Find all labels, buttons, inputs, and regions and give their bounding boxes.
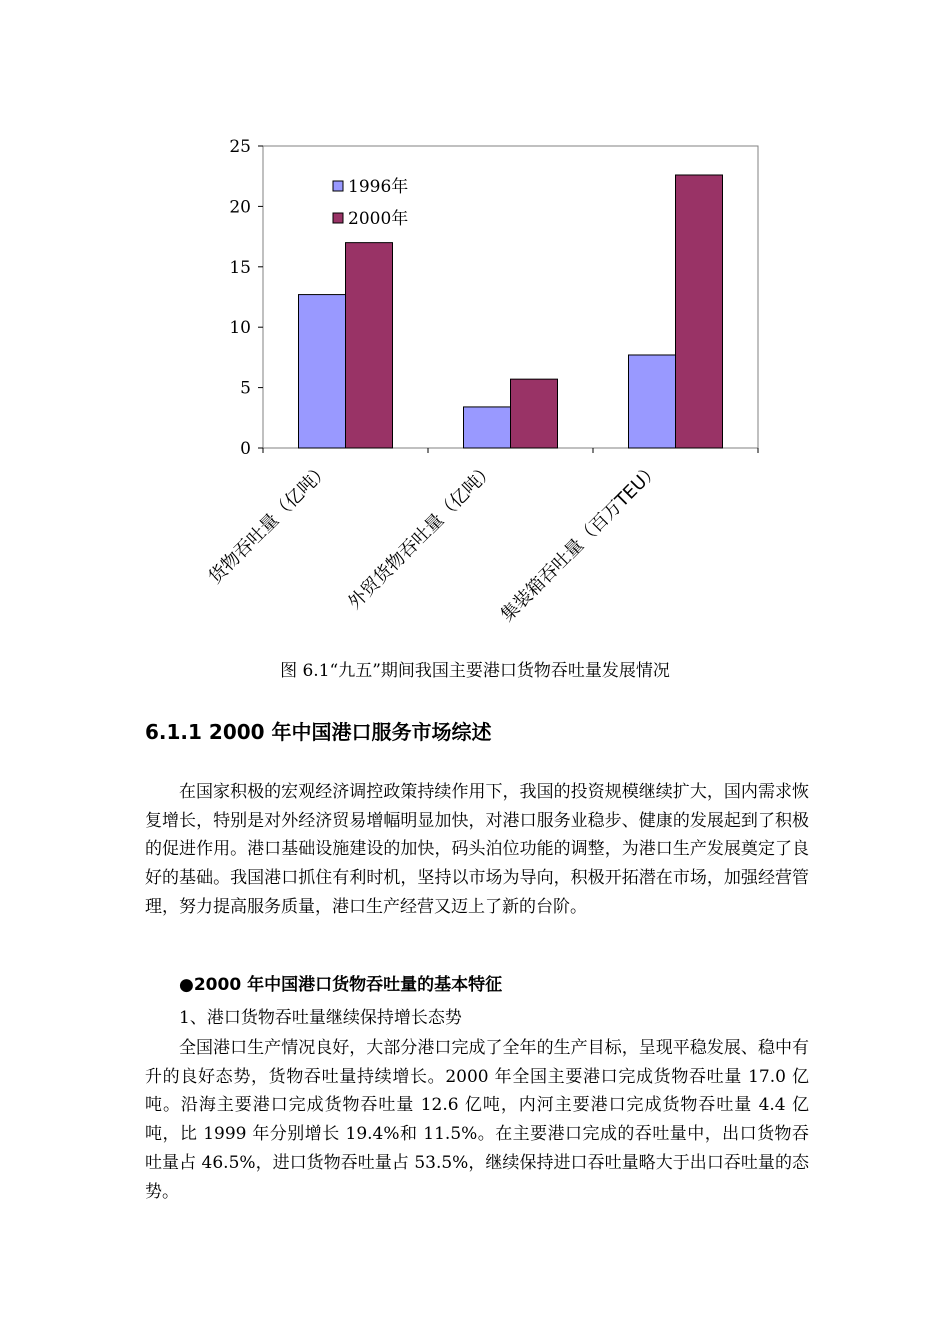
- throughput-bar-chart: [0, 0, 950, 650]
- paragraph-1: [145, 778, 809, 922]
- y-tick-label: 10: [229, 318, 251, 339]
- figure-caption: 图 6.1“九五”期间我国主要港口货物吞吐量发展情况: [280, 661, 670, 681]
- x-category-label: 外贸货物吞吐量（亿吨）: [344, 458, 500, 614]
- x-category-label: 货物吞吐量（亿吨）: [204, 458, 335, 589]
- y-tick-label: 0: [240, 439, 251, 459]
- bar-1996: [464, 407, 511, 448]
- bar-1996: [299, 295, 346, 448]
- bar-2000: [511, 379, 558, 448]
- legend-label: 2000年: [348, 209, 409, 229]
- x-category-label: 集装箱吞吐量（百万TEU）: [496, 458, 665, 626]
- paragraph-2: [145, 1034, 809, 1206]
- y-tick-label: 5: [240, 378, 251, 399]
- legend-swatch: [333, 213, 343, 223]
- bar-2000: [676, 175, 723, 448]
- bar-2000: [346, 243, 393, 448]
- y-tick-label: 25: [229, 137, 251, 157]
- section-heading: 6.1.1 2000 年中国港口服务市场综述: [145, 720, 492, 744]
- paragraph-1-text: 在国家积极的宏观经济调控政策持续作用下，我国的投资规模继续扩大，国内需求恢复增长，特别是对外经济贸易增幅明显加快，对港口服务业稳步、健康的发展起到了积极的促进作用。港口基础设施建设的加快，码头泊位功能的调整，为港口生产发展奠定了良好的基础。我国港口抓住有利时机，坚持以市场为导向，积极开拓潜在市场，加强经营管理，努力提高服务质量，港口生产经营又迈上了新的台阶。: [145, 782, 809, 917]
- legend-label: 1996年: [348, 177, 409, 197]
- sub-heading: 1、港口货物吞吐量继续保持增长态势: [179, 1008, 462, 1028]
- y-tick-label: 15: [229, 257, 251, 278]
- y-tick-label: 20: [229, 197, 251, 218]
- bullet-heading: ●2000 年中国港口货物吞吐量的基本特征: [179, 975, 503, 995]
- paragraph-2-text: 全国港口生产情况良好，大部分港口完成了全年的生产目标，呈现平稳发展、稳中有升的良好态势，货物吞吐量持续增长。2000 年全国主要港口完成货物吞吐量 17.0 亿吨。沿海主要港口完成货物吞吐量 12.6 亿吨，内河主要港口完成货物吞吐量 4.4 亿吨，比 1999 年分别增长 19.4%和 11.5%。在主要港口完成的吞吐量中，出口货物吞吐量占 46.5%，进口货物吞吐量占 53.5%，继续保持进口吞吐量略大于出口吞吐量的态势。: [145, 1038, 809, 1202]
- legend-swatch: [333, 181, 343, 191]
- bar-1996: [629, 355, 676, 448]
